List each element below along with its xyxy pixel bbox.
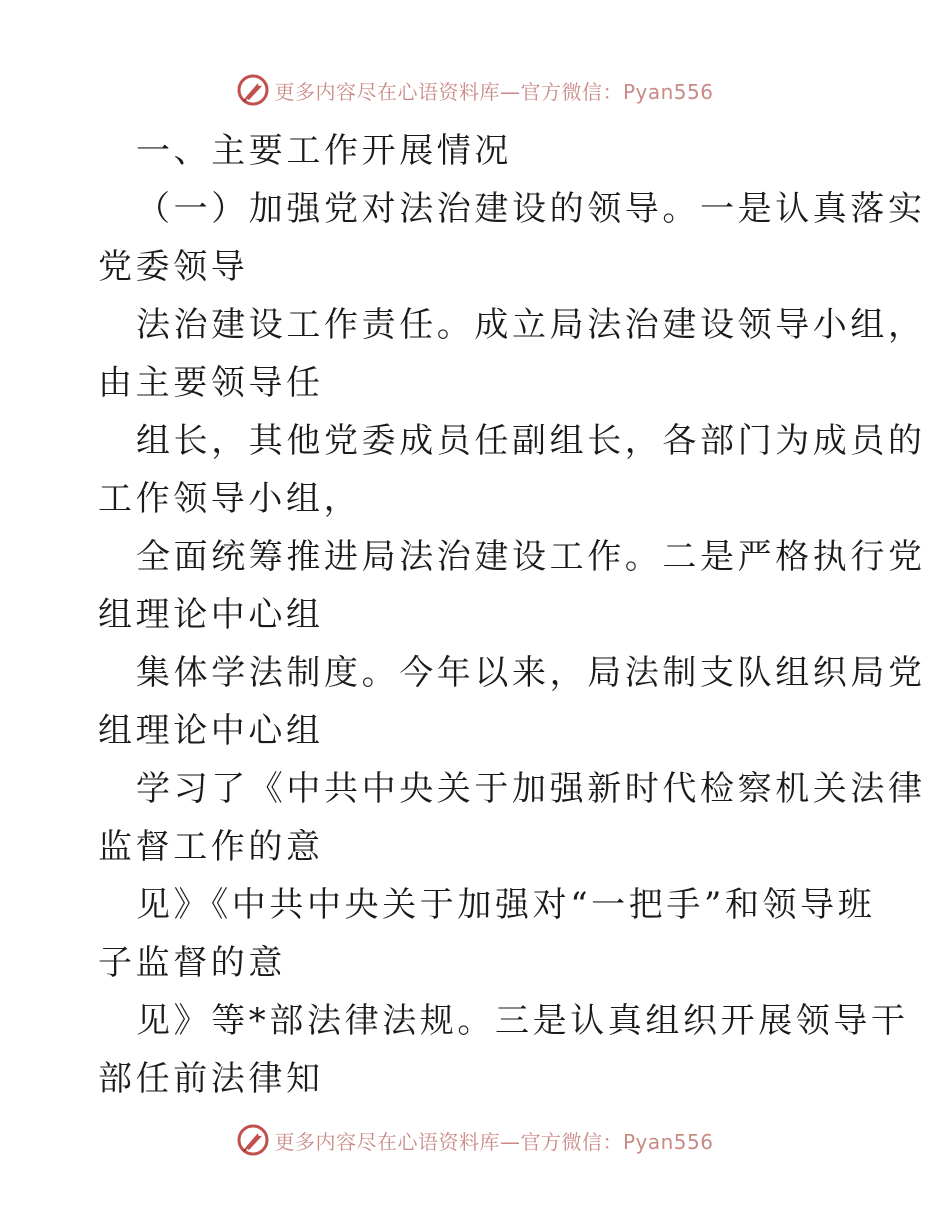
paragraph-line: 组理论中心组 <box>98 711 324 751</box>
paragraph-line: 监督工作的意 <box>98 827 324 867</box>
paragraph-line: 由主要领导任 <box>98 363 324 403</box>
paragraph-line: 全面统筹推进局法治建设工作。二是严格执行党 <box>136 537 926 577</box>
paragraph-line: （一）加强党对法治建设的领导。一是认真落实 <box>136 189 926 229</box>
header-watermark <box>0 70 950 110</box>
paragraph-line: 党委领导 <box>98 247 249 287</box>
footer-watermark <box>0 1120 950 1160</box>
paragraph-line: 组理论中心组 <box>98 595 324 635</box>
document-body <box>98 122 926 1108</box>
footer-watermark-text: 更多内容尽在心语资料库—官方微信：Pyan556 <box>274 1129 714 1154</box>
header-watermark-text: 更多内容尽在心语资料库—官方微信：Pyan556 <box>274 79 714 104</box>
paragraph-line: 组长，其他党委成员任副组长，各部门为成员的 <box>136 421 926 461</box>
paragraph-line: 见》《中共中央关于加强对“一把手”和领导班 <box>136 885 876 925</box>
paragraph-line: 工作领导小组， <box>98 479 362 519</box>
pen-logo-icon <box>236 1123 270 1157</box>
pen-logo-icon <box>236 73 270 107</box>
paragraph-line: 见》等*部法律法规。三是认真组织开展领导干 <box>136 1001 909 1041</box>
paragraph-line: 集体学法制度。今年以来，局法制支队组织局党 <box>136 653 926 693</box>
section-heading: 一、主要工作开展情况 <box>136 131 512 171</box>
paragraph-line: 子监督的意 <box>98 943 286 983</box>
paragraph-line: 部任前法律知 <box>98 1059 324 1099</box>
paragraph-line: 法治建设工作责任。成立局法治建设领导小组， <box>136 305 926 345</box>
paragraph-line: 学习了《中共中央关于加强新时代检察机关法律 <box>136 769 926 809</box>
